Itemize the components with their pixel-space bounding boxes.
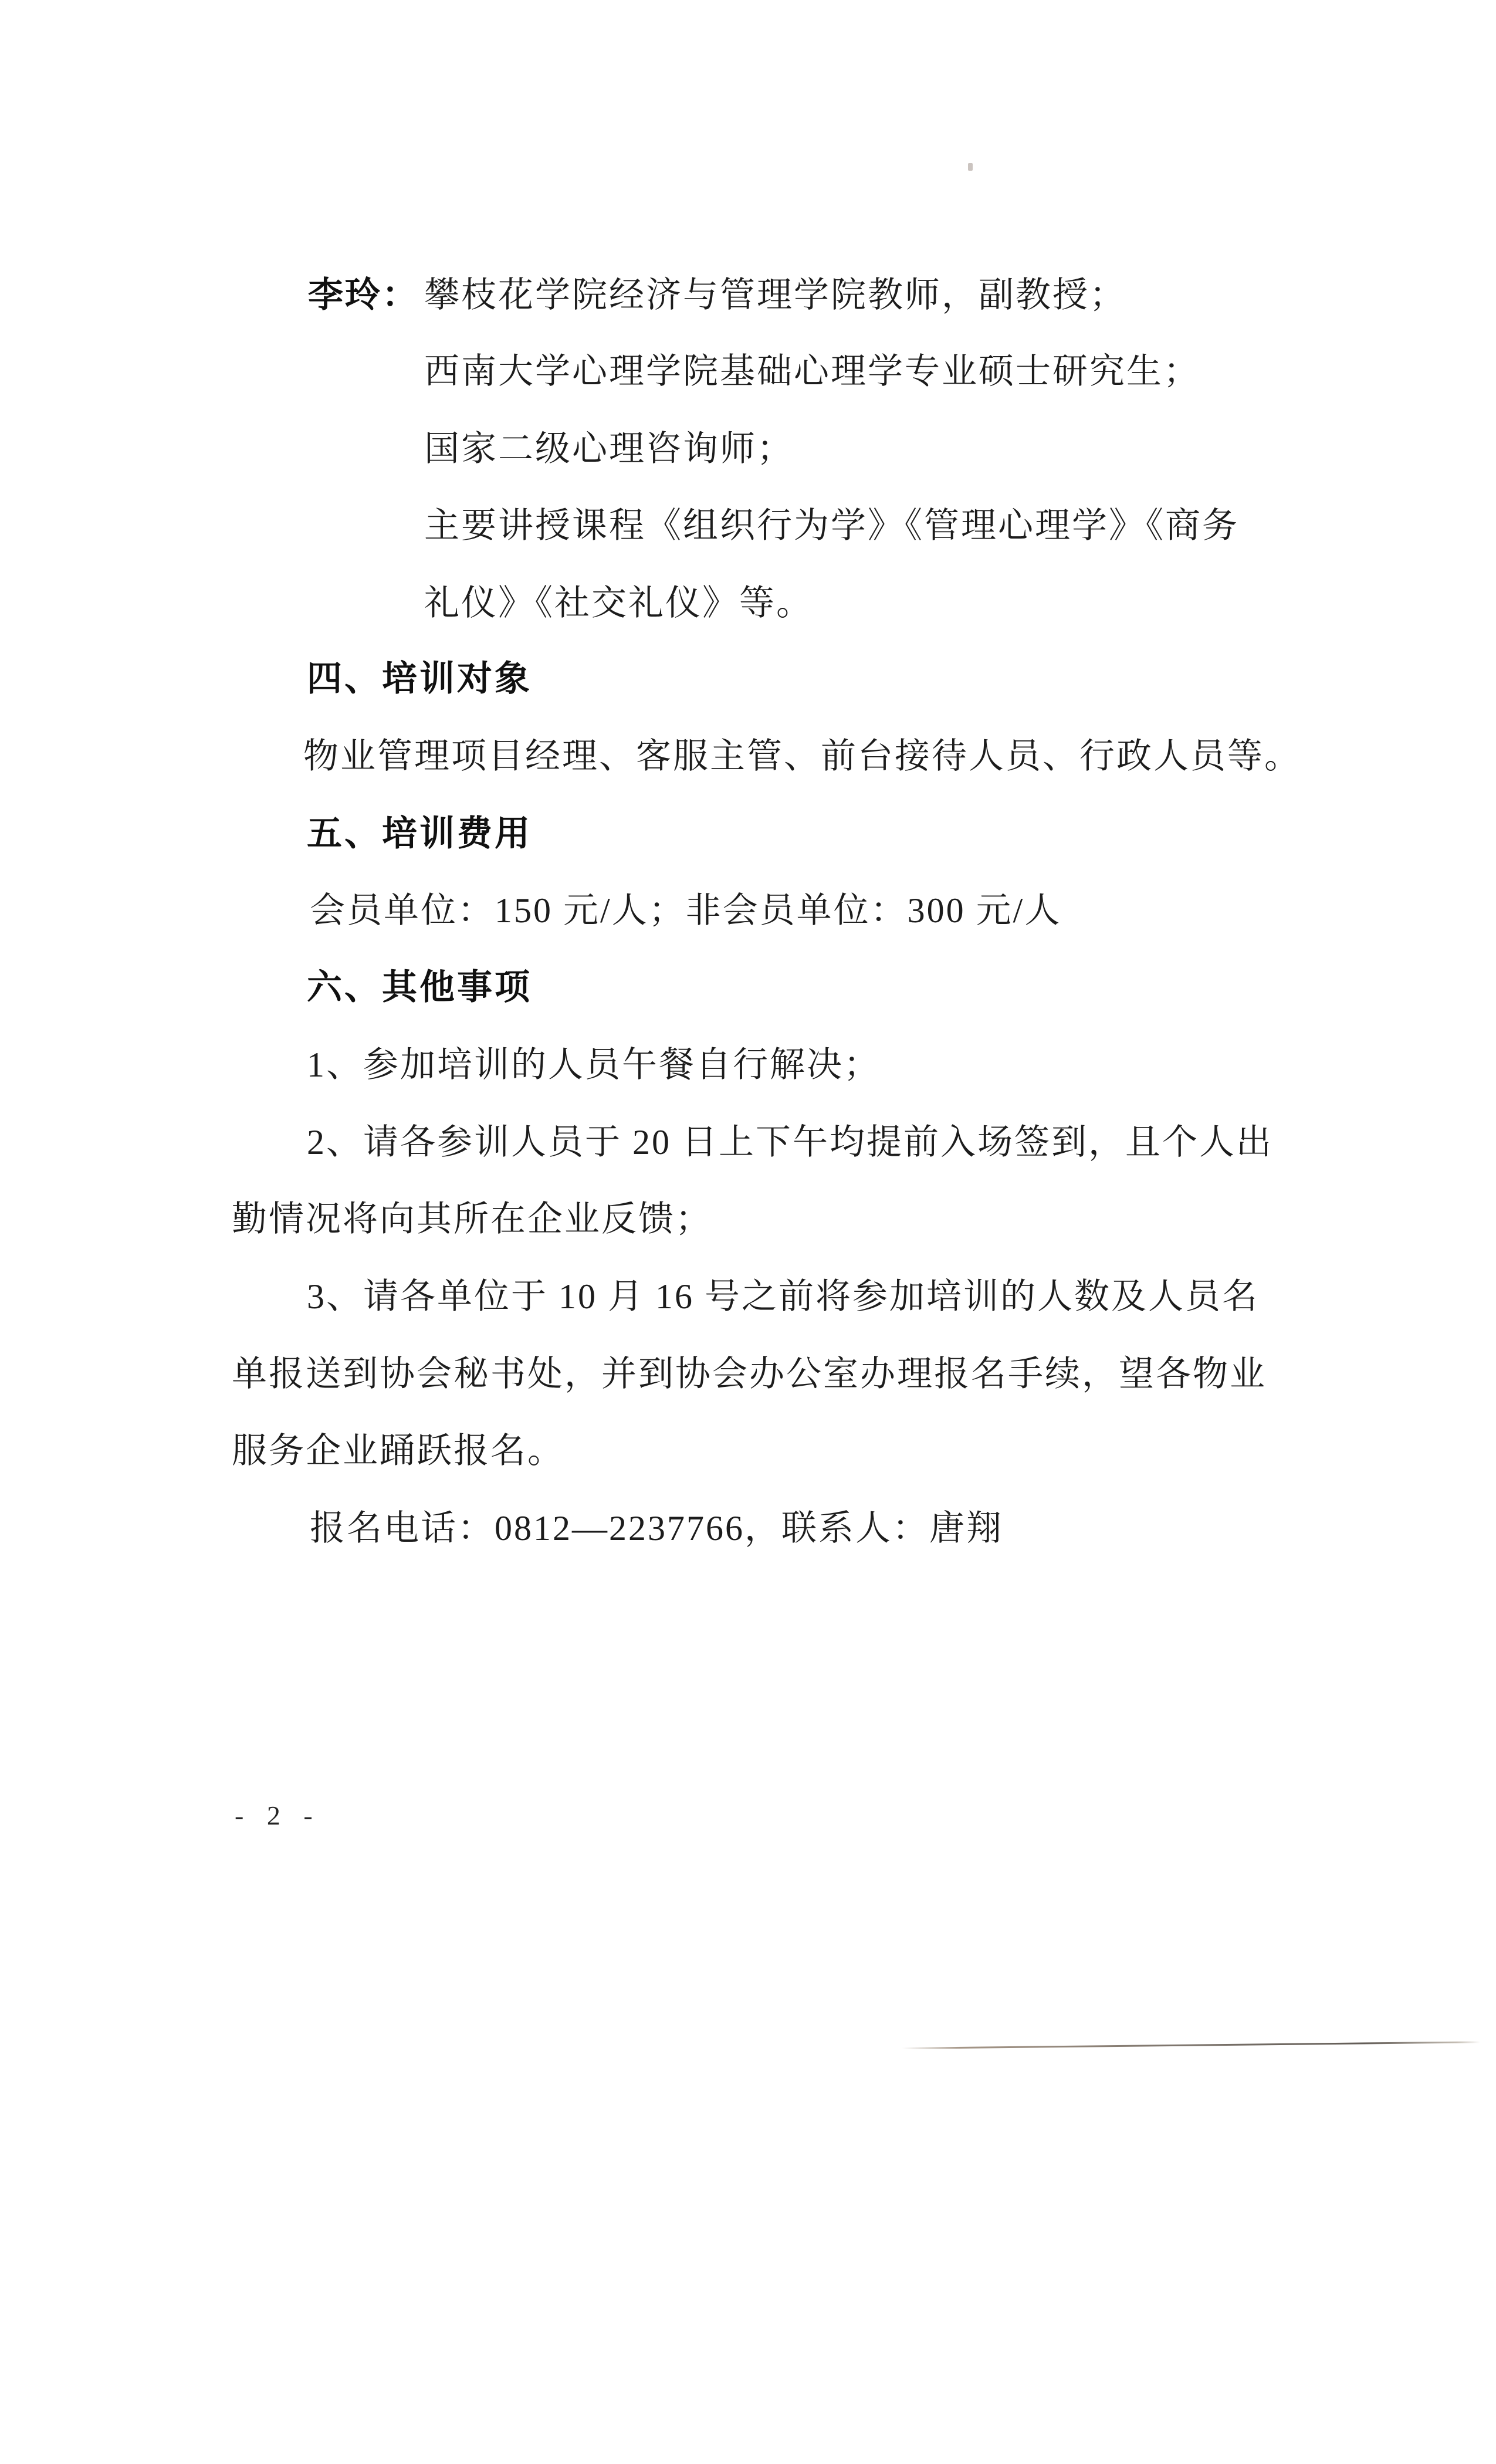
section6-item3-line2: 单报送到协会秘书处，并到协会办公室办理报名手续，望各物业 [232,1355,1267,1393]
instructor-line-5: 礼仪》《社交礼仪》等。 [424,584,813,622]
page-number: - 2 - [235,1800,321,1830]
section6-item2-line1: 2、请各参训人员于 20 日上下午均提前入场签到，且个人出 [307,1123,1273,1162]
instructor-name-label: 李玲： [308,275,419,314]
section6-title: 六、其他事项 [307,967,532,1007]
section6-item3-line1: 3、请各单位于 10 月 16 号之前将参加培训的人数及人员名 [307,1277,1259,1316]
section4-title: 四、培训对象 [307,659,532,698]
section5-title: 五、培训费用 [307,814,532,853]
contact-line: 报名电话：0812—2237766，联系人：唐翔 [310,1509,1003,1548]
section6-item3-line3: 服务企业踊跃报名。 [232,1431,564,1470]
scan-artifact-speck [968,163,973,171]
instructor-line-2: 西南大学心理学院基础心理学专业硕士研究生； [424,352,1200,391]
instructor-line-4: 主要讲授课程《组织行为学》《管理心理学》《商务 [424,506,1239,545]
section6-item1: 1、参加培训的人员午餐自行解决； [307,1045,881,1084]
scan-artifact-line [902,2041,1480,2049]
section5-body: 会员单位：150 元/人；非会员单位：300 元/人 [310,891,1062,930]
instructor-line-1: 攀枝花学院经济与管理学院教师，副教授； [424,276,1126,314]
section4-body: 物业管理项目经理、客服主管、前台接待人员、行政人员等。 [303,737,1301,776]
instructor-line-3: 国家二级心理咨询师； [424,429,794,468]
section6-item2-line2: 勤情况将向其所在企业反馈； [232,1200,712,1238]
